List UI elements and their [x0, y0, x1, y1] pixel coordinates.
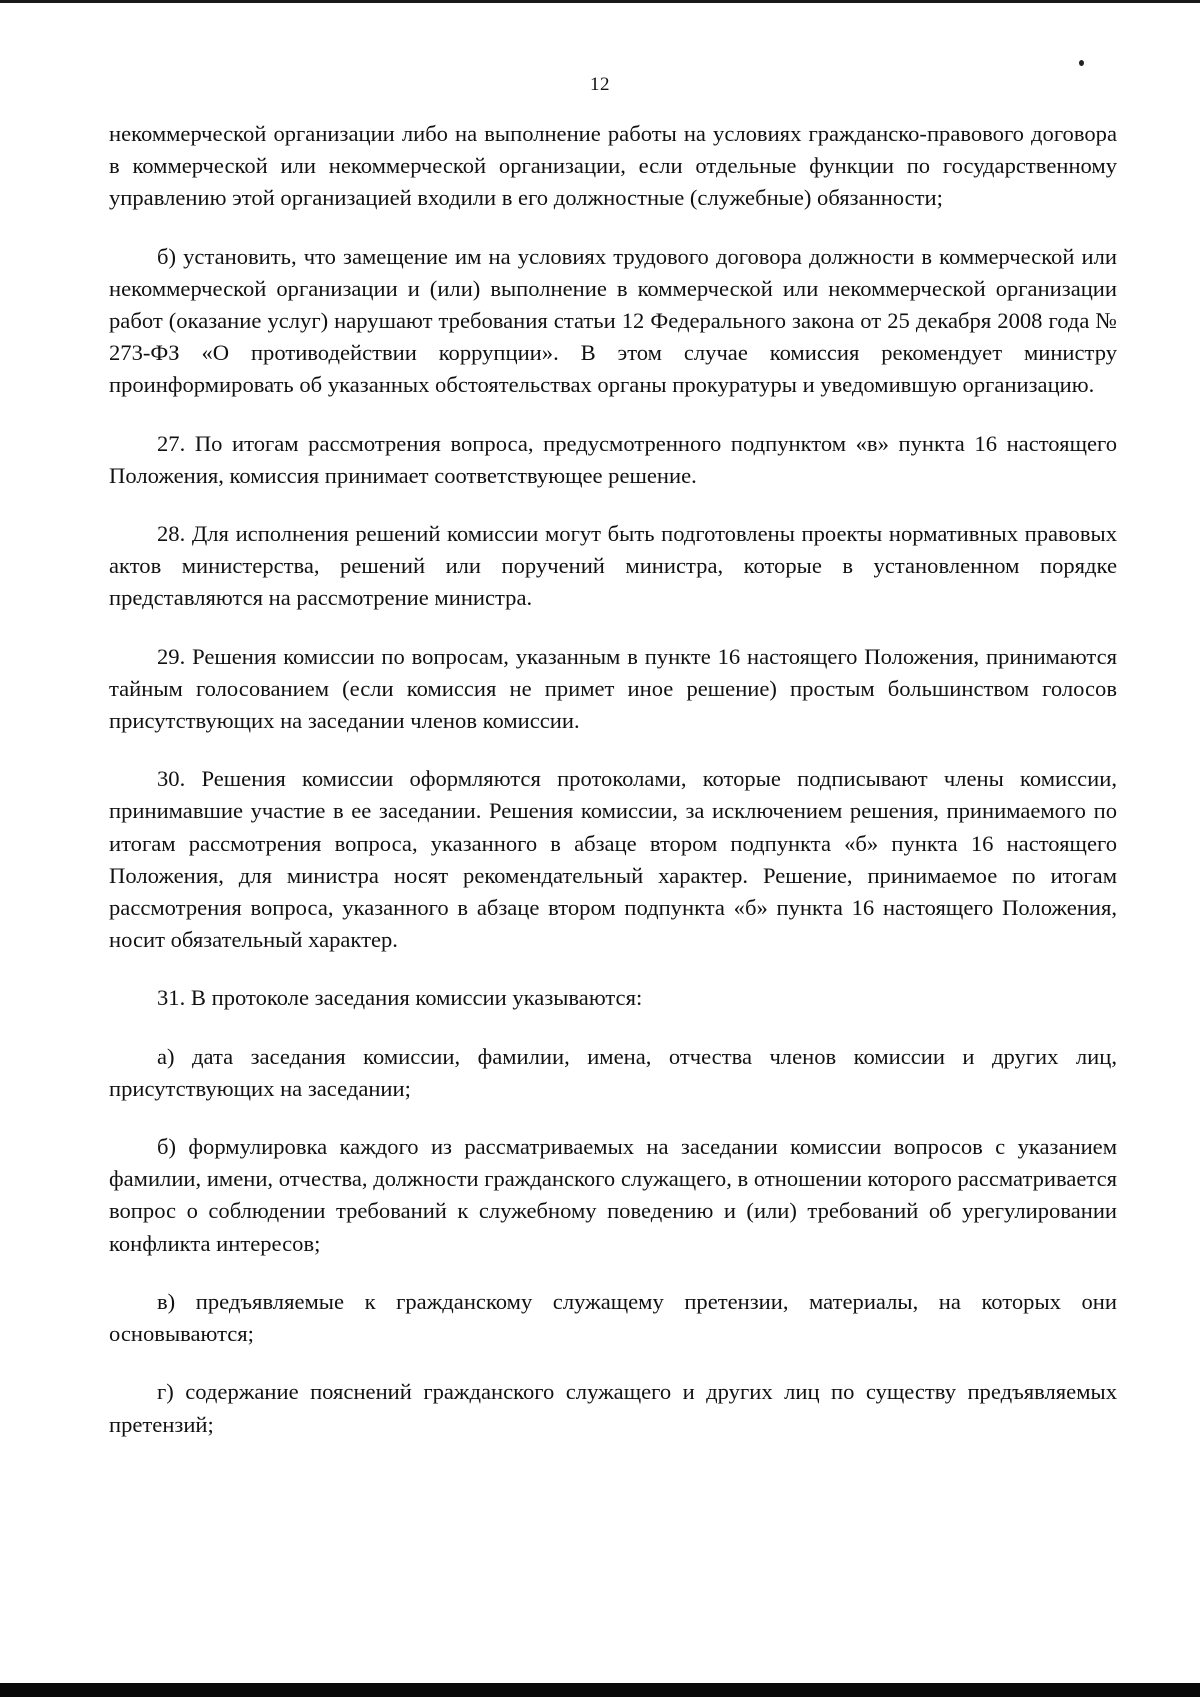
paragraph-29: 29. Решения комиссии по вопросам, указанным в пункте 16 настоящего Положения, принимаются тайным голосованием (если комиссия не примет иное решение) простым большинством голосов присутствующих на заседании членов комиссии.: [109, 643, 1117, 734]
scan-speck: [1079, 60, 1084, 66]
page-number: 12: [590, 74, 610, 95]
paragraph-27: 27. По итогам рассмотрения вопроса, предусмотренного подпунктом «в» пункта 16 настоящего Положения, комиссия принимает соответствующее решение.: [109, 430, 1117, 488]
paragraph-31-v: в) предъявляемые к гражданскому служащему претензии, материалы, на которых они основываются;: [109, 1288, 1117, 1347]
scan-top-edge: [0, 0, 1200, 3]
paragraph-28: 28. Для исполнения решений комиссии могут быть подготовлены проекты нормативных правовых актов министерства, решений или поручений министра, которые в установленном порядке представляются на рассмотрение министра.: [109, 521, 1117, 611]
paragraph-31-a: а) дата заседания комиссии, фамилии, имена, отчества членов комиссии и других лиц, присутствующих на заседании;: [109, 1043, 1117, 1101]
paragraph-31-b: б) формулировка каждого из рассматриваемых на заседании комиссии вопросов с указанием фамилии, имени, отчества, должности гражданского служащего, в отношении которого рассматривается вопрос о соблюдении требований к служебному поведению и (или) требований об урегулировании конфликта интересов;: [109, 1134, 1117, 1256]
paragraph-subitem-b-establish: б) установить, что замещение им на условиях трудового договора должности в коммерческой или некоммерческой организации и (или) выполнение в коммерческой или некоммерческой организации работ (оказание услуг) нарушают требования статьи 12 Федерального закона от 25 декабря 2008 года № 273-ФЗ «О противодействии коррупции». В этом случае комиссия рекомендует министру проинформировать об указанных обстоятельствах органы прокуратуры и уведомившую организацию.: [109, 243, 1117, 398]
scan-bottom-edge: [0, 1683, 1200, 1697]
paragraph-31: 31. В протоколе заседания комиссии указываются:: [157, 985, 643, 1011]
paragraph-30: 30. Решения комиссии оформляются протоколами, которые подписывают члены комиссии, принимавшие участие в ее заседании. Решения комиссии, за исключением решения, принимаемого по итогам рассмотрения вопроса, указанного в абзаце втором подпункта «б» пункта 16 настоящего Положения, для министра носят рекомендательный характер. Решение, принимаемое по итогам рассмотрения вопроса, указанного в абзаце втором подпункта «б» пункта 16 настоящего Положения, носит обязательный характер.: [109, 766, 1117, 953]
paragraph-continuation: некоммерческой организации либо на выполнение работы на условиях гражданско-правового договора в коммерческой или некоммерческой организации, если отдельные функции по государственному управлению этой организацией входили в его должностные (служебные) обязанности;: [109, 121, 1117, 211]
document-body: [109, 118, 1117, 1441]
paragraph-31-g: г) содержание пояснений гражданского служащего и других лиц по существу предъявляемых претензий;: [109, 1379, 1117, 1437]
